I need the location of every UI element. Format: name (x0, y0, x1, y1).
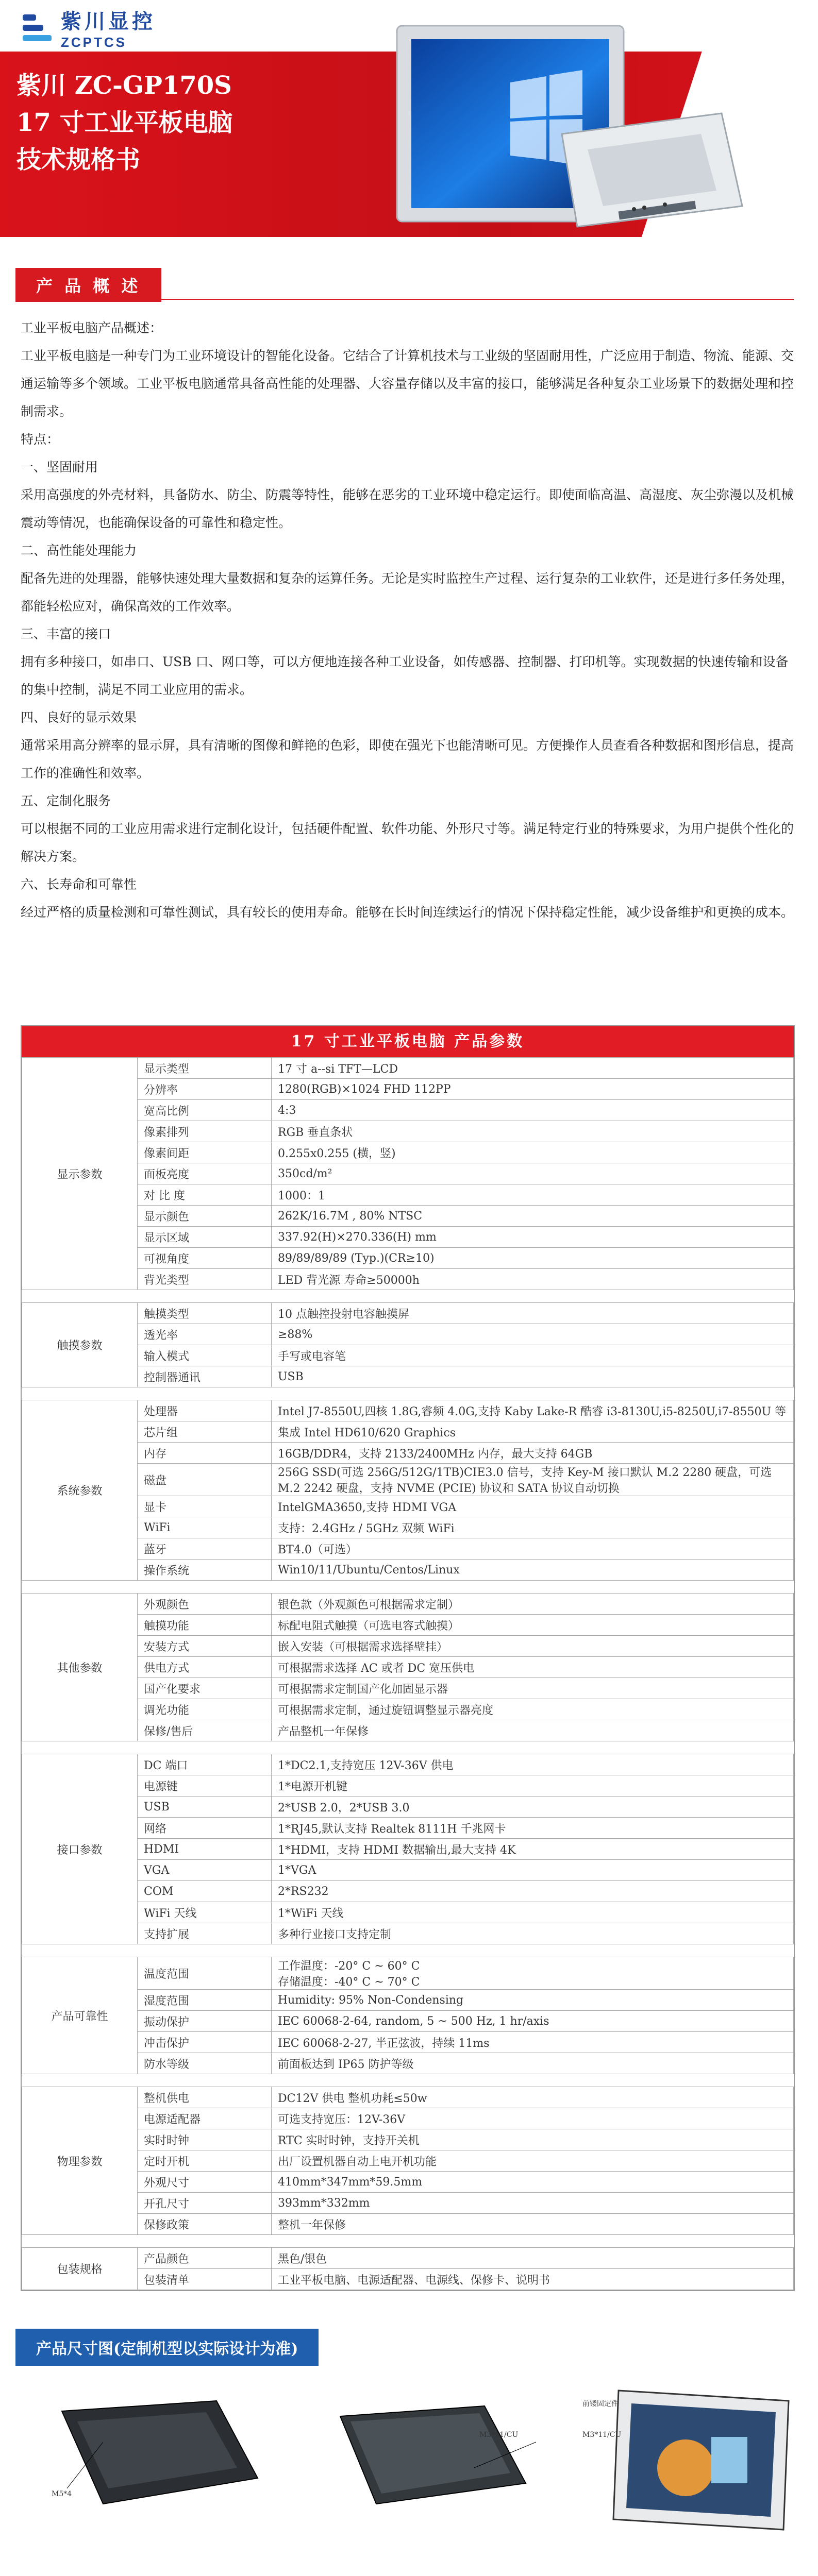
spec-category: 系统参数 (22, 1400, 138, 1581)
spec-value: IEC 60068-2-27, 半正弦波，持续 11ms (272, 2032, 794, 2053)
spec-value: RGB 垂直条状 (272, 1121, 794, 1142)
spec-value: Win10/11/Ubuntu/Centos/Linux (272, 1560, 794, 1581)
spec-key: 显示颜色 (138, 1206, 272, 1227)
spec-value: 337.92(H)×270.336(H) mm (272, 1227, 794, 1248)
spec-row (22, 1657, 794, 1678)
overview-paragraph: 三、丰富的接口 (21, 626, 111, 641)
spec-category: 包装规格 (22, 2248, 138, 2290)
spec-key: 温度范围 (138, 1957, 272, 1990)
spec-row (22, 1881, 794, 1902)
overview-paragraph: 特点： (21, 432, 60, 447)
spec-row (22, 1839, 794, 1860)
spec-key: 触摸功能 (138, 1615, 272, 1636)
spec-row (22, 2248, 794, 2269)
spec-value: 4:3 (272, 1100, 794, 1121)
spec-row (22, 1775, 794, 1797)
overview-paragraph: 配备先进的处理器，能够快速处理大量数据和复杂的运算任务。无论是实时监控生产过程、运行复杂的工业软件，还是进行多任务处理，都能轻松应对，确保高效的工作效率。 (21, 571, 794, 614)
spec-row (22, 1121, 794, 1142)
spec-row (22, 1443, 794, 1464)
spec-value: 1*VGA (272, 1860, 794, 1881)
spec-row (22, 1366, 794, 1387)
spec-row (22, 1797, 794, 1818)
spec-key: 触摸类型 (138, 1303, 272, 1324)
spec-key: DC 端口 (138, 1754, 272, 1775)
spec-value: 2*RS232 (272, 1881, 794, 1902)
spec-key: 网络 (138, 1818, 272, 1839)
overview-paragraph: 二、高性能处理能力 (21, 543, 137, 558)
spec-row (22, 1990, 794, 2011)
spec-row (22, 1754, 794, 1775)
spec-value: 工作温度：-20° C ~ 60° C 存储温度：-40° C ~ 70° C (272, 1957, 794, 1990)
spec-value: 1*RJ45,默认支持 Realtek 8111H 千兆网卡 (272, 1818, 794, 1839)
spec-key: 定时开机 (138, 2150, 272, 2172)
spec-key: 显示区域 (138, 1227, 272, 1248)
spec-gap-row (22, 2235, 794, 2248)
hero-title-product: 17 寸工业平板电脑 (16, 108, 233, 137)
spec-key: 振动保护 (138, 2011, 272, 2032)
spec-value: 集成 Intel HD610/620 Graphics (272, 1421, 794, 1443)
spec-value: 2*USB 2.0，2*USB 3.0 (272, 1797, 794, 1818)
spec-value: IEC 60068-2-64, random, 5 ~ 500 Hz, 1 hr/axis (272, 2011, 794, 2032)
spec-value: RTC 实时时钟，支持开关机 (272, 2129, 794, 2150)
spec-key: 透光率 (138, 1324, 272, 1345)
spec-value: LED 背光源 寿命≥50000h (272, 1269, 794, 1290)
hero-title-doc: 技术规格书 (16, 145, 141, 174)
spec-value: 多种行业接口支持定制 (272, 1923, 794, 1944)
spec-value: 可根据需求选择 AC 或者 DC 宽压供电 (272, 1657, 794, 1678)
spec-row (22, 1678, 794, 1699)
spec-value: Humidity: 95% Non-Condensing (272, 1990, 794, 2011)
spec-row (22, 1464, 794, 1496)
spec-row (22, 2193, 794, 2214)
hero-title-model: 紫川 ZC-GP170S (16, 71, 232, 100)
spec-row (22, 2172, 794, 2193)
spec-value: Intel J7-8550U,四核 1.8G,睿频 4.0G,支持 Kaby Lake-R 酷睿 i3-8130U,i5-8250U,i7-8550U 等 (272, 1400, 794, 1421)
spec-row (22, 1400, 794, 1421)
spec-value: 标配电阻式触摸（可选电容式触摸） (272, 1615, 794, 1636)
spec-key: 防水等级 (138, 2053, 272, 2074)
spec-row (22, 1594, 794, 1615)
spec-category: 显示参数 (22, 1058, 138, 1290)
spec-row (22, 1902, 794, 1923)
spec-value: 0.255x0.255 (横，竖) (272, 1142, 794, 1163)
spec-row (22, 2032, 794, 2053)
overview-paragraph: 五、定制化服务 (21, 793, 111, 808)
spec-key: 包装清单 (138, 2269, 272, 2290)
spec-row (22, 2053, 794, 2074)
spec-value: 17 寸 a--si TFT—LCD (272, 1058, 794, 1079)
spec-value: 出厂设置机器自动上电开机功能 (272, 2150, 794, 2172)
dim-label-screw: M5*4 (52, 2490, 72, 2498)
spec-row (22, 1517, 794, 1538)
overview-paragraph: 工业平板电脑是一种专门为工业环境设计的智能化设备。它结合了计算机技术与工业级的坚固耐用性，广泛应用于制造、物流、能源、交通运输等多个领域。工业平板电脑通常具备高性能的处理器、大容量存储以及丰富的接口，能够满足各种复杂工业场景下的数据处理和控制需求。 (21, 348, 794, 419)
spec-key: 像素排列 (138, 1121, 272, 1142)
overview-divider (21, 299, 794, 300)
spec-category: 物理参数 (22, 2087, 138, 2235)
spec-gap-row (22, 1741, 794, 1754)
spec-value: IntelGMA3650,支持 HDMI VGA (272, 1496, 794, 1517)
spec-key: 输入模式 (138, 1345, 272, 1366)
spec-key: 处理器 (138, 1400, 272, 1421)
spec-value: 黑色/银色 (272, 2248, 794, 2269)
spec-gap-row (22, 2074, 794, 2087)
spec-value: 1*WiFi 天线 (272, 1902, 794, 1923)
spec-key: 外观颜色 (138, 1594, 272, 1615)
spec-row (22, 1560, 794, 1581)
spec-row (22, 1142, 794, 1163)
spec-value: 整机一年保修 (272, 2214, 794, 2235)
brand-name-en: ZCPTCS (61, 35, 127, 50)
spec-row (22, 1206, 794, 1227)
spec-value: 工业平板电脑、电源适配器、电源线、保修卡、说明书 (272, 2269, 794, 2290)
spec-gap-row (22, 1387, 794, 1400)
dimension-front-iso-drawing (541, 2380, 799, 2535)
spec-row (22, 1615, 794, 1636)
spec-key: USB (138, 1797, 272, 1818)
spec-row (22, 1100, 794, 1121)
overview-paragraph: 六、长寿命和可靠性 (21, 877, 137, 892)
spec-value: 可选支持宽压：12V-36V (272, 2108, 794, 2129)
spec-row (22, 1269, 794, 1290)
spec-value: USB (272, 1366, 794, 1387)
spec-row (22, 1538, 794, 1560)
spec-table-title: 17 寸工业平板电脑 产品参数 (22, 1026, 794, 1057)
spec-row (22, 1324, 794, 1345)
spec-key: 像素间距 (138, 1142, 272, 1163)
overview-paragraph: 一、坚固耐用 (21, 460, 98, 474)
spec-key: 支持扩展 (138, 1923, 272, 1944)
spec-category: 产品可靠性 (22, 1957, 138, 2074)
spec-row (22, 1248, 794, 1269)
spec-row (22, 2214, 794, 2235)
spec-value: 350cd/m² (272, 1163, 794, 1184)
spec-row (22, 1079, 794, 1100)
spec-key: 显卡 (138, 1496, 272, 1517)
spec-value: 1280(RGB)×1024 FHD 112PP (272, 1079, 794, 1100)
spec-row (22, 1421, 794, 1443)
spec-row (22, 1957, 794, 1990)
spec-gap-row (22, 1944, 794, 1957)
spec-row (22, 1860, 794, 1881)
spec-value: 1*HDMI，支持 HDMI 数据输出,最大支持 4K (272, 1839, 794, 1860)
spec-row (22, 1818, 794, 1839)
spec-category: 接口参数 (22, 1754, 138, 1944)
spec-row (22, 2150, 794, 2172)
spec-row (22, 1699, 794, 1720)
spec-row (22, 1303, 794, 1324)
spec-value: 410mm*347mm*59.5mm (272, 2172, 794, 2193)
dim-label-fix2: M3*11/CU (582, 2431, 622, 2439)
spec-value: 1000：1 (272, 1184, 794, 1206)
spec-row (22, 1496, 794, 1517)
spec-row (22, 1163, 794, 1184)
brand-name-cn: 紫川显控 (61, 10, 156, 33)
spec-key: 外观尺寸 (138, 2172, 272, 2193)
spec-key: 显示类型 (138, 1058, 272, 1079)
spec-row (22, 2129, 794, 2150)
spec-row (22, 2108, 794, 2129)
spec-value: BT4.0（可选） (272, 1538, 794, 1560)
spec-value: 262K/16.7M , 80% NTSC (272, 1206, 794, 1227)
overview-paragraph: 工业平板电脑产品概述： (21, 320, 163, 335)
spec-key: 供电方式 (138, 1657, 272, 1678)
spec-key: HDMI (138, 1839, 272, 1860)
spec-key: 电源适配器 (138, 2108, 272, 2129)
spec-row (22, 2269, 794, 2290)
spec-table (21, 1025, 795, 2291)
product-back-image (546, 103, 753, 232)
spec-key: 蓝牙 (138, 1538, 272, 1560)
spec-gap-row (22, 1290, 794, 1303)
spec-key: 湿度范围 (138, 1990, 272, 2011)
hero-banner (0, 0, 818, 258)
spec-key: 保修政策 (138, 2214, 272, 2235)
spec-value: 手写或电容笔 (272, 1345, 794, 1366)
spec-key: WiFi 天线 (138, 1902, 272, 1923)
spec-key: 整机供电 (138, 2087, 272, 2108)
spec-key: 控制器通讯 (138, 1366, 272, 1387)
dim-label-mount: 前镂固定件 (582, 2400, 619, 2408)
spec-key: WiFi (138, 1517, 272, 1538)
spec-key: 分辨率 (138, 1079, 272, 1100)
spec-value: 可根据需求定制国产化加固显示器 (272, 1678, 794, 1699)
spec-key: 对 比 度 (138, 1184, 272, 1206)
spec-key: 内存 (138, 1443, 272, 1464)
spec-row (22, 2011, 794, 2032)
spec-row (22, 1636, 794, 1657)
spec-value: 10 点触控投射电容触摸屏 (272, 1303, 794, 1324)
logo-mark-icon (21, 12, 54, 43)
spec-value: 16GB/DDR4，支持 2133/2400MHz 内存，最大支持 64GB (272, 1443, 794, 1464)
overview-paragraph: 采用高强度的外壳材料，具备防水、防尘、防震等特性，能够在恶劣的工业环境中稳定运行。即使面临高温、高湿度、灰尘弥漫以及机械震动等情况，也能确保设备的可靠性和稳定性。 (21, 487, 794, 530)
spec-category: 其他参数 (22, 1594, 138, 1741)
hero-titles (16, 67, 233, 178)
dimension-heading: 产品尺寸图(定制机型以实际设计为准) (15, 2329, 319, 2366)
brand-logo (21, 5, 156, 50)
spec-key: 冲击保护 (138, 2032, 272, 2053)
overview-paragraph: 通常采用高分辨率的显示屏，具有清晰的图像和鲜艳的色彩，即使在强光下也能清晰可见。方便操作人员查看各种数据和图形信息，提高工作的准确性和效率。 (21, 738, 794, 781)
spec-key: VGA (138, 1860, 272, 1881)
spec-value: 1*DC2.1,支持宽压 12V-36V 供电 (272, 1754, 794, 1775)
spec-key: 调光功能 (138, 1699, 272, 1720)
spec-value: 256G SSD(可选 256G/512G/1TB)CIE3.0 信号，支持 Key-M 接口默认 M.2 2280 硬盘，可选 M.2 2242 硬盘，支持 NVME (PCIE) 协议和 SATA 协议自动切换 (272, 1464, 794, 1496)
spec-row (22, 1227, 794, 1248)
spec-value: 产品整机一年保修 (272, 1720, 794, 1741)
spec-value: 89/89/89/89 (Typ.)(CR≥10) (272, 1248, 794, 1269)
dimension-iso-back-drawing (31, 2391, 289, 2524)
spec-gap-row (22, 1581, 794, 1594)
spec-key: 芯片组 (138, 1421, 272, 1443)
spec-key: 开孔尺寸 (138, 2193, 272, 2214)
spec-key: 面板亮度 (138, 1163, 272, 1184)
spec-row (22, 1058, 794, 1079)
spec-row (22, 1345, 794, 1366)
spec-key: 宽高比例 (138, 1100, 272, 1121)
spec-row (22, 1184, 794, 1206)
overview-body (21, 314, 794, 926)
dimension-iso-angled-drawing (309, 2391, 567, 2524)
spec-key: COM (138, 1881, 272, 1902)
spec-value: 前面板达到 IP65 防护等级 (272, 2053, 794, 2074)
spec-key: 电源键 (138, 1775, 272, 1797)
spec-value: 393mm*332mm (272, 2193, 794, 2214)
spec-value: 可根据需求定制，通过旋钮调整显示器亮度 (272, 1699, 794, 1720)
spec-key: 安装方式 (138, 1636, 272, 1657)
overview-paragraph: 四、良好的显示效果 (21, 710, 137, 725)
spec-value: 嵌入安装（可根据需求选择壁挂） (272, 1636, 794, 1657)
spec-value: ≥88% (272, 1324, 794, 1345)
spec-key: 保修/售后 (138, 1720, 272, 1741)
spec-key: 产品颜色 (138, 2248, 272, 2269)
spec-value: 银色款（外观颜色可根据需求定制） (272, 1594, 794, 1615)
spec-row (22, 1720, 794, 1741)
spec-key: 实时时钟 (138, 2129, 272, 2150)
spec-key: 操作系统 (138, 1560, 272, 1581)
spec-key: 可视角度 (138, 1248, 272, 1269)
spec-key: 背光类型 (138, 1269, 272, 1290)
spec-row (22, 1923, 794, 1944)
spec-category: 触摸参数 (22, 1303, 138, 1387)
overview-heading: 产 品 概 述 (15, 268, 161, 302)
spec-value: DC12V 供电 整机功耗≤50w (272, 2087, 794, 2108)
overview-paragraph: 拥有多种接口，如串口、USB 口、网口等，可以方便地连接各种工业设备，如传感器、控制器、打印机等。实现数据的快速传输和设备的集中控制，满足不同工业应用的需求。 (21, 654, 789, 697)
spec-value: 1*电源开机键 (272, 1775, 794, 1797)
spec-key: 国产化要求 (138, 1678, 272, 1699)
spec-key: 磁盘 (138, 1464, 272, 1496)
spec-value: 支持：2.4GHz / 5GHz 双频 WiFi (272, 1517, 794, 1538)
overview-paragraph: 可以根据不同的工业应用需求进行定制化设计，包括硬件配置、软件功能、外形尺寸等。满足特定行业的特殊要求，为用户提供个性化的解决方案。 (21, 821, 794, 864)
dim-label-fix: M3*11/CU (479, 2431, 519, 2439)
overview-paragraph: 经过严格的质量检测和可靠性测试，具有较长的使用寿命。能够在长时间连续运行的情况下保持稳定性能，减少设备维护和更换的成本。 (21, 905, 794, 920)
spec-row (22, 2087, 794, 2108)
